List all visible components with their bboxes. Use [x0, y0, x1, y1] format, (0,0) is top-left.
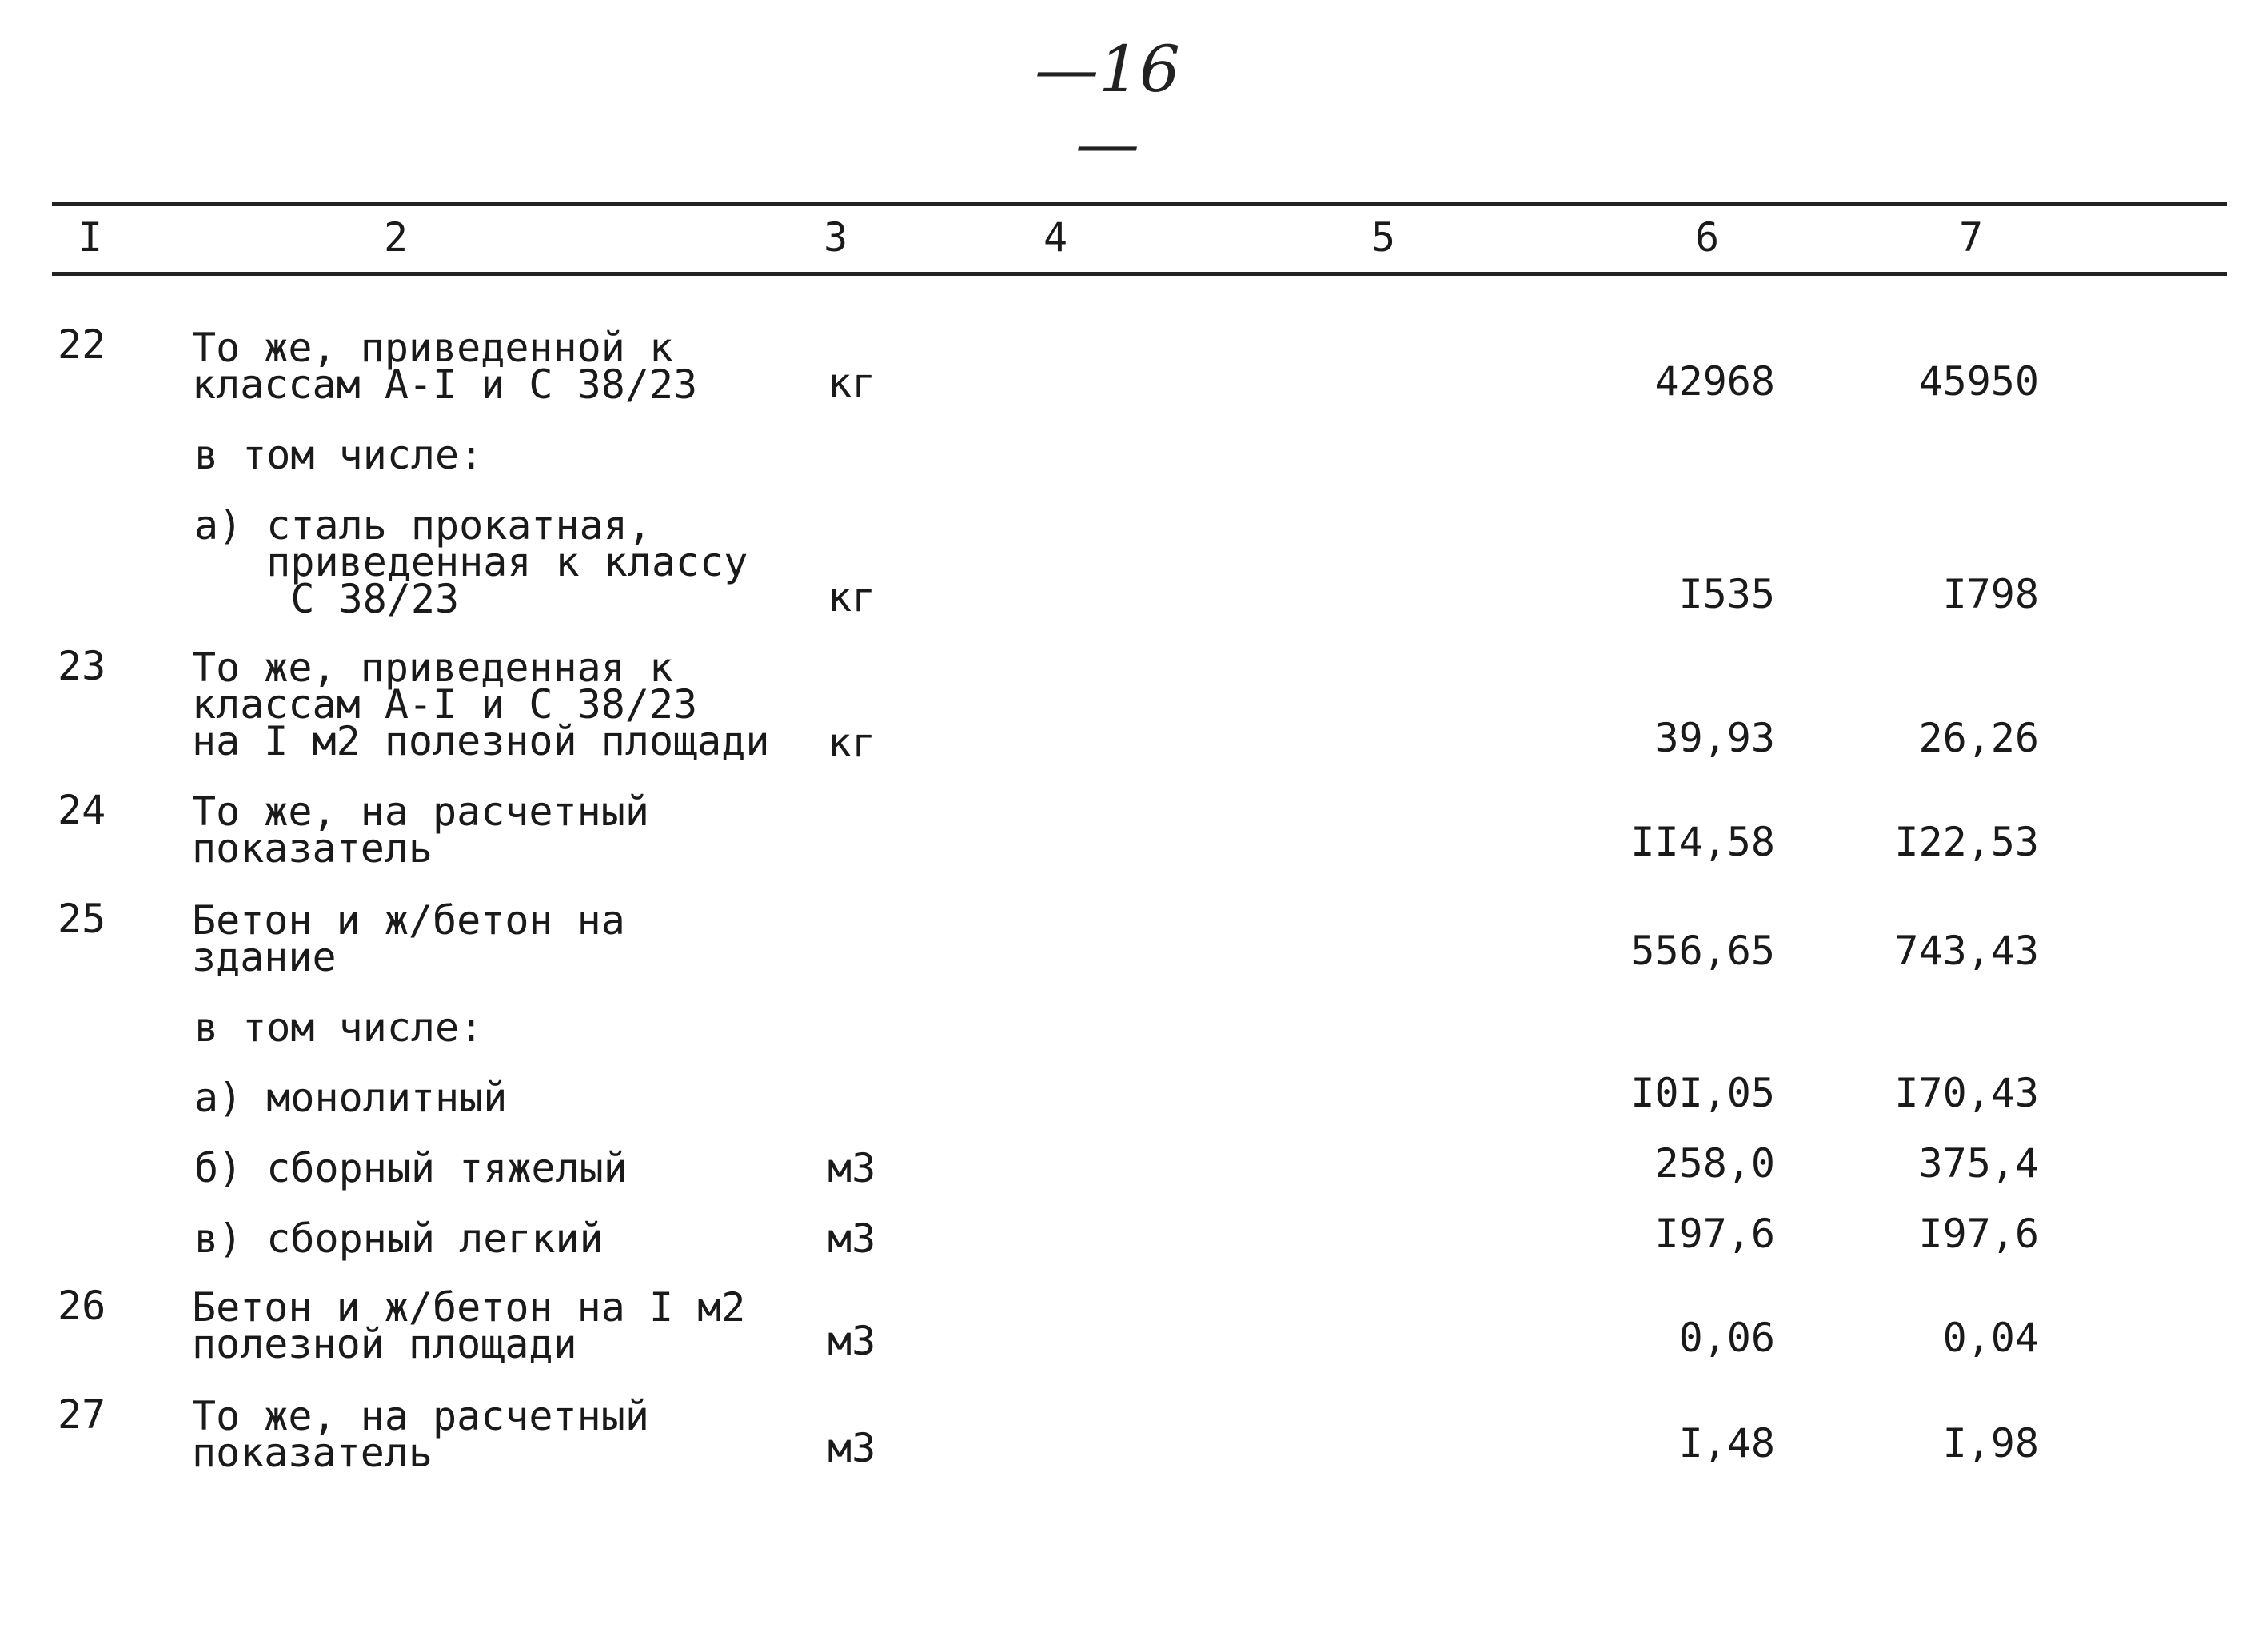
row-label: Бетон и ж/бетон на здание: [192, 897, 625, 980]
row-value-col7: I798: [1942, 571, 2039, 617]
column-header-1: I: [78, 214, 103, 261]
row-value-col6: I0I,05: [1630, 1070, 1775, 1116]
row-label: в) сборный легкий: [194, 1215, 604, 1262]
column-header-5: 5: [1371, 214, 1396, 261]
row-unit: кг: [828, 360, 876, 406]
row-value-col6: 258,0: [1654, 1140, 1775, 1187]
row-number: 23: [58, 643, 106, 689]
row-number: 24: [58, 787, 106, 833]
row-label: То же, на расчетный показатель: [192, 1393, 649, 1476]
column-header-2: 2: [384, 214, 409, 261]
table-top-rule: [52, 202, 2227, 206]
row-value-col7: 26,26: [1918, 715, 2039, 761]
row-number: 26: [58, 1283, 106, 1329]
row-label: в том числе:: [194, 1004, 484, 1051]
table-header-rule: [52, 272, 2227, 276]
row-label: То же, приведенной к классам А-I и С 38/23: [192, 325, 698, 408]
row-label: б) сборный тяжелый: [194, 1145, 628, 1191]
row-label: а) монолитный: [194, 1075, 508, 1121]
page-number: —16—: [1035, 32, 1180, 181]
row-unit: кг: [828, 720, 876, 766]
row-unit: м3: [828, 1318, 876, 1364]
row-unit: м3: [828, 1215, 876, 1262]
column-header-7: 7: [1959, 214, 1984, 261]
row-unit: кг: [828, 574, 876, 620]
row-value-col6: 0,06: [1678, 1315, 1775, 1361]
row-value-col6: 39,93: [1654, 715, 1775, 761]
row-label: То же, приведенная к классам А-I и С 38/23 на I м2 полезной площади: [192, 644, 770, 764]
row-value-col7: I,98: [1942, 1420, 2039, 1466]
row-unit: м3: [828, 1425, 876, 1471]
row-value-col7: I22,53: [1894, 819, 2039, 865]
row-value-col6: I,48: [1678, 1420, 1775, 1466]
row-value-col7: I97,6: [1918, 1211, 2039, 1257]
row-value-col6: I535: [1678, 571, 1775, 617]
row-value-col7: 45950: [1918, 358, 2039, 405]
row-value-col7: 375,4: [1918, 1140, 2039, 1187]
column-header-4: 4: [1043, 214, 1068, 261]
row-value-col6: II4,58: [1630, 819, 1775, 865]
row-value-col7: I70,43: [1894, 1070, 2039, 1116]
row-unit: м3: [828, 1145, 876, 1191]
row-label: в том числе:: [194, 432, 484, 478]
column-header-6: 6: [1695, 214, 1720, 261]
row-number: 27: [58, 1391, 106, 1438]
column-header-3: 3: [824, 214, 848, 261]
row-value-col6: I97,6: [1654, 1211, 1775, 1257]
row-number: 25: [58, 896, 106, 942]
row-value-col7: 0,04: [1942, 1315, 2039, 1361]
row-label: То же, на расчетный показатель: [192, 788, 649, 872]
row-label: а) сталь прокатная, приведенная к классу С 38/23: [194, 502, 748, 622]
row-number: 22: [58, 321, 106, 368]
row-value-col6: 42968: [1654, 358, 1775, 405]
row-value-col6: 556,65: [1630, 928, 1775, 974]
row-label: Бетон и ж/бетон на I м2 полезной площади: [192, 1284, 746, 1367]
row-value-col7: 743,43: [1894, 928, 2039, 974]
